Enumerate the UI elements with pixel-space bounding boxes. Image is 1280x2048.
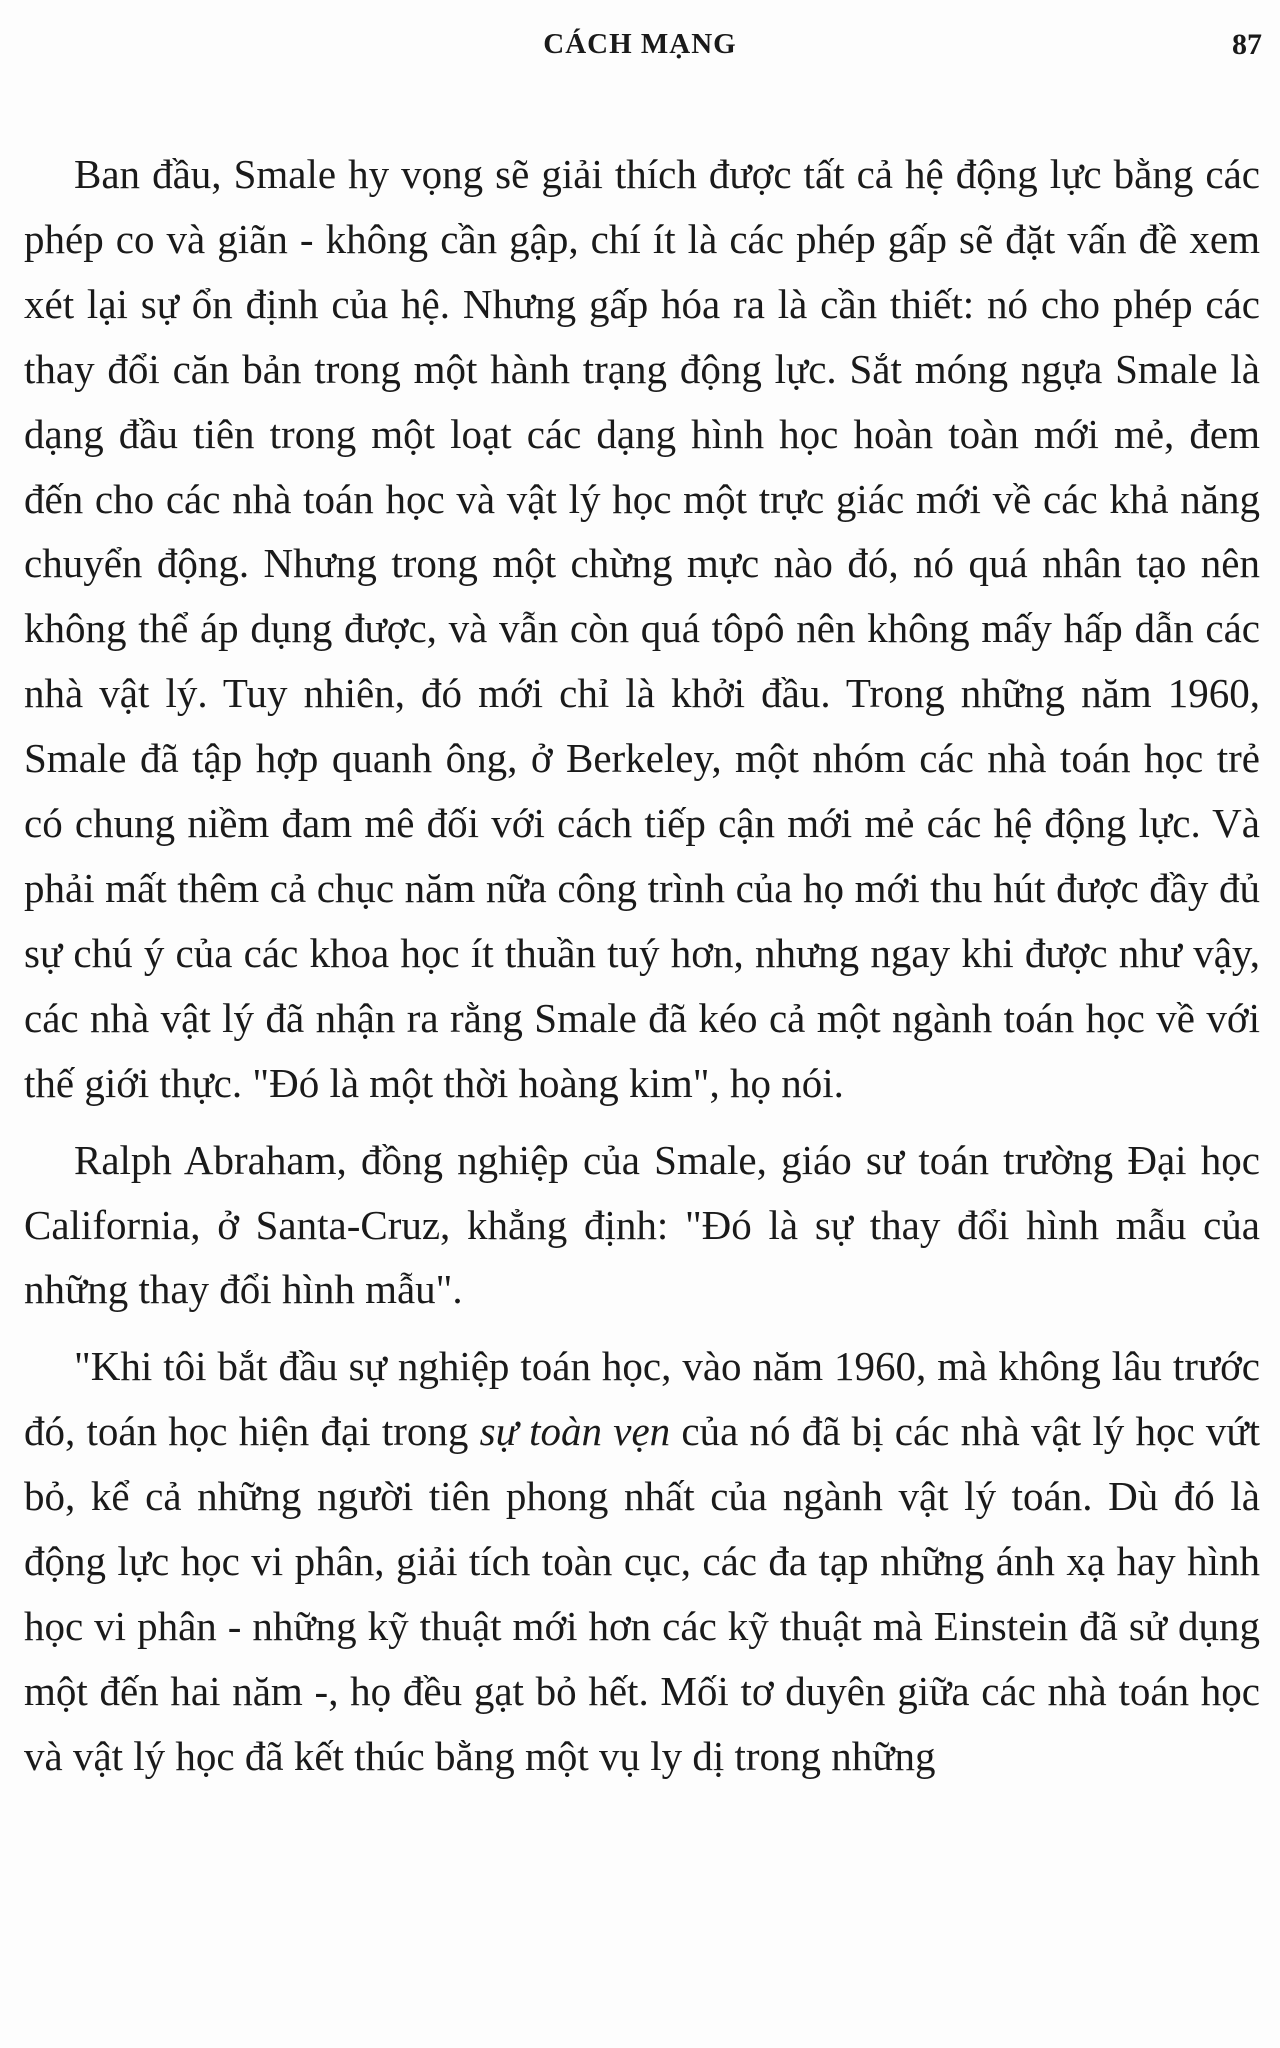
running-title: CÁCH MẠNG (543, 28, 737, 60)
page-number: 87 (1232, 28, 1262, 61)
body-text (24, 142, 1260, 1789)
paragraph-1: Ban đầu, Smale hy vọng sẽ giải thích được tất cả hệ động lực bằng các phép co và giãn - không cần gập, chí ít là các phép gấp sẽ đặt vấn đề xem xét lại sự ổn định của hệ. Nhưng gấp hóa ra là cần thiết: nó cho phép các thay đổi căn bản trong một hành trạng động lực. Sắt móng ngựa Smale là dạng đầu tiên trong một loạt các dạng hình học hoàn toàn mới mẻ, đem đến cho các nhà toán học và vật lý học một trực giác mới về các khả năng chuyển động. Nhưng trong một chừng mực nào đó, nó quá nhân tạo nên không thể áp dụng được, và vẫn còn quá tôpô nên không mấy hấp dẫn các nhà vật lý. Tuy nhiên, đó mới chỉ là khởi đầu. Trong những năm 1960, Smale đã tập hợp quanh ông, ở Berkeley, một nhóm các nhà toán học trẻ có chung niềm đam mê đối với cách tiếp cận mới mẻ các hệ động lực. Và phải mất thêm cả chục năm nữa công trình của họ mới thu hút được đầy đủ sự chú ý của các khoa học ít thuần tuý hơn, nhưng ngay khi được như vậy, các nhà vật lý đã nhận ra rằng Smale đã kéo cả một ngành toán học về với thế giới thực. "Đó là một thời hoàng kim", họ nói. (24, 151, 1260, 1106)
paragraph-3-text-before: "Khi tôi bắt đầu sự nghiệp toán học, vào năm 1960, mà không lâu trước đó, toán học hiện đại trong (24, 1343, 1260, 1455)
paragraph-2: Ralph Abraham, đồng nghiệp của Smale, giáo sư toán trường Đại học California, ở Santa-Cruz, khẳng định: "Đó là sự thay đổi hình mẫu của những thay đổi hình mẫu". (24, 1136, 1260, 1313)
page-header (0, 26, 1280, 66)
paragraph-3 (24, 1334, 1260, 1788)
paragraph-3-text-after: của nó đã bị các nhà vật lý học vứt bỏ, kể cả những người tiên phong nhất của ngành vật lý toán. Dù đó là động lực học vi phân, giải tích toàn cục, các đa tạp những ánh xạ hay hình học vi phân - những kỹ thuật mới hơn các kỹ thuật mà Einstein đã sử dụng một đến hai năm -, họ đều gạt bỏ hết. Mối tơ duyên giữa các nhà toán học và vật lý học đã kết thúc bằng một vụ ly dị trong những (24, 1408, 1260, 1779)
paragraph-3-emphasis: sự toàn vẹn (479, 1408, 671, 1455)
